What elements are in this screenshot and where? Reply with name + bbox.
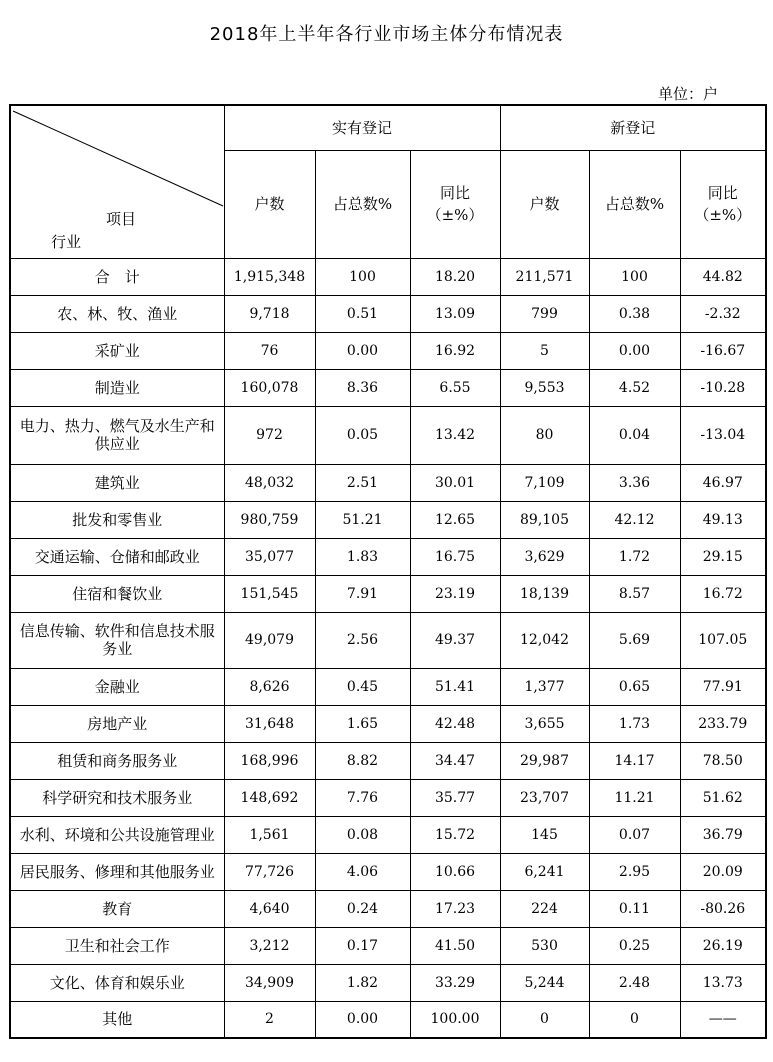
industry-name-cell: 交通运输、仓储和邮政业 [10, 538, 224, 575]
cell-new-count: 145 [500, 816, 589, 853]
table-row [10, 705, 766, 742]
cell-ex-share: 2.56 [315, 612, 410, 668]
table-row [10, 295, 766, 332]
cell-ex-yoy: 16.75 [410, 538, 500, 575]
table-row [10, 1001, 766, 1038]
yoy-line1: 同比 [707, 184, 738, 202]
cell-ex-count: 980,759 [224, 501, 315, 538]
cell-ex-share: 0.08 [315, 816, 410, 853]
cell-ex-count: 3,212 [224, 927, 315, 964]
cell-ex-share: 1.82 [315, 964, 410, 1001]
cell-new-count: 80 [500, 406, 589, 464]
industry-name-cell: 水利、环境和公共设施管理业 [10, 816, 224, 853]
cell-ex-share: 2.51 [315, 464, 410, 501]
cell-new-share: 0.04 [589, 406, 680, 464]
cell-ex-yoy: 42.48 [410, 705, 500, 742]
cell-ex-count: 2 [224, 1001, 315, 1038]
cell-new-count: 5 [500, 332, 589, 369]
cell-new-share: 2.95 [589, 853, 680, 890]
industry-name-cell: 电力、热力、燃气及水生产和供应业 [10, 406, 224, 464]
industry-name-cell: 信息传输、软件和信息技术服务业 [10, 612, 224, 668]
header-existing-yoy [410, 150, 500, 258]
diagonal-line [11, 106, 224, 258]
cell-ex-count: 48,032 [224, 464, 315, 501]
cell-new-share: 0.07 [589, 816, 680, 853]
cell-ex-count: 1,915,348 [224, 258, 315, 295]
corner-row-label: 行业 [51, 233, 82, 251]
industry-name-cell: 住宿和餐饮业 [10, 575, 224, 612]
cell-ex-share: 4.06 [315, 853, 410, 890]
industry-table [9, 104, 767, 1039]
cell-ex-count: 151,545 [224, 575, 315, 612]
cell-new-count: 0 [500, 1001, 589, 1038]
table-row [10, 853, 766, 890]
cell-ex-share: 7.91 [315, 575, 410, 612]
cell-new-yoy: 13.73 [680, 964, 766, 1001]
table-row [10, 742, 766, 779]
cell-new-share: 4.52 [589, 369, 680, 406]
cell-new-yoy: 16.72 [680, 575, 766, 612]
industry-name-cell: 文化、体育和娱乐业 [10, 964, 224, 1001]
table-row [10, 406, 766, 464]
cell-ex-share: 1.65 [315, 705, 410, 742]
cell-ex-yoy: 6.55 [410, 369, 500, 406]
cell-new-yoy: 36.79 [680, 816, 766, 853]
cell-ex-share: 0.00 [315, 332, 410, 369]
header-new-count: 户数 [500, 150, 589, 258]
cell-new-yoy: -2.32 [680, 295, 766, 332]
cell-ex-share: 0.24 [315, 890, 410, 927]
cell-ex-yoy: 33.29 [410, 964, 500, 1001]
cell-new-share: 0.11 [589, 890, 680, 927]
cell-new-count: 7,109 [500, 464, 589, 501]
table-body [10, 258, 766, 1038]
industry-name-cell: 居民服务、修理和其他服务业 [10, 853, 224, 890]
cell-new-count: 799 [500, 295, 589, 332]
industry-name-cell: 农、林、牧、渔业 [10, 295, 224, 332]
cell-new-count: 5,244 [500, 964, 589, 1001]
cell-ex-share: 8.82 [315, 742, 410, 779]
cell-new-count: 530 [500, 927, 589, 964]
cell-new-count: 29,987 [500, 742, 589, 779]
cell-ex-share: 0.45 [315, 668, 410, 705]
cell-new-yoy: -80.26 [680, 890, 766, 927]
cell-ex-yoy: 13.09 [410, 295, 500, 332]
industry-name-cell: 采矿业 [10, 332, 224, 369]
table-row [10, 668, 766, 705]
cell-new-count: 3,655 [500, 705, 589, 742]
table-row [10, 816, 766, 853]
table-row [10, 501, 766, 538]
cell-new-share: 11.21 [589, 779, 680, 816]
cell-new-yoy: —— [680, 1001, 766, 1038]
cell-ex-share: 8.36 [315, 369, 410, 406]
cell-ex-yoy: 18.20 [410, 258, 500, 295]
cell-new-yoy: 77.91 [680, 668, 766, 705]
cell-ex-yoy: 23.19 [410, 575, 500, 612]
cell-new-share: 100 [589, 258, 680, 295]
header-existing-count: 户数 [224, 150, 315, 258]
unit-label: 单位：户 [657, 85, 718, 103]
cell-new-yoy: 44.82 [680, 258, 766, 295]
cell-ex-count: 148,692 [224, 779, 315, 816]
table-row [10, 258, 766, 295]
cell-new-count: 3,629 [500, 538, 589, 575]
cell-new-count: 1,377 [500, 668, 589, 705]
cell-new-count: 6,241 [500, 853, 589, 890]
table-row [10, 332, 766, 369]
cell-new-count: 12,042 [500, 612, 589, 668]
cell-new-yoy: 49.13 [680, 501, 766, 538]
cell-ex-count: 1,561 [224, 816, 315, 853]
header-group-existing: 实有登记 [224, 105, 500, 150]
cell-ex-count: 35,077 [224, 538, 315, 575]
header-new-yoy [680, 150, 766, 258]
cell-new-yoy: 233.79 [680, 705, 766, 742]
cell-ex-yoy: 16.92 [410, 332, 500, 369]
cell-ex-count: 168,996 [224, 742, 315, 779]
industry-name-cell: 租赁和商务服务业 [10, 742, 224, 779]
cell-new-yoy: 26.19 [680, 927, 766, 964]
cell-new-count: 224 [500, 890, 589, 927]
cell-new-yoy: -16.67 [680, 332, 766, 369]
cell-new-count: 23,707 [500, 779, 589, 816]
cell-ex-count: 34,909 [224, 964, 315, 1001]
industry-name-cell: 房地产业 [10, 705, 224, 742]
cell-new-share: 1.73 [589, 705, 680, 742]
industry-name-cell: 批发和零售业 [10, 501, 224, 538]
table-row [10, 538, 766, 575]
cell-new-count: 211,571 [500, 258, 589, 295]
cell-ex-count: 9,718 [224, 295, 315, 332]
table-row [10, 927, 766, 964]
cell-ex-yoy: 35.77 [410, 779, 500, 816]
cell-new-yoy: 20.09 [680, 853, 766, 890]
cell-ex-count: 76 [224, 332, 315, 369]
cell-new-yoy: 78.50 [680, 742, 766, 779]
cell-new-yoy: 51.62 [680, 779, 766, 816]
cell-ex-share: 0.00 [315, 1001, 410, 1038]
table-row [10, 464, 766, 501]
industry-name-cell: 卫生和社会工作 [10, 927, 224, 964]
cell-new-share: 3.36 [589, 464, 680, 501]
cell-new-share: 42.12 [589, 501, 680, 538]
cell-new-yoy: -10.28 [680, 369, 766, 406]
cell-ex-share: 0.05 [315, 406, 410, 464]
cell-ex-count: 972 [224, 406, 315, 464]
table-row [10, 575, 766, 612]
cell-ex-count: 4,640 [224, 890, 315, 927]
cell-ex-count: 77,726 [224, 853, 315, 890]
yoy-line2: （±%） [426, 206, 484, 224]
table-row [10, 369, 766, 406]
cell-ex-count: 8,626 [224, 668, 315, 705]
industry-name-cell: 其他 [10, 1001, 224, 1038]
cell-ex-count: 160,078 [224, 369, 315, 406]
header-group-new: 新登记 [500, 105, 766, 150]
header-row-groups [10, 105, 766, 150]
cell-ex-yoy: 49.37 [410, 612, 500, 668]
cell-new-share: 0.38 [589, 295, 680, 332]
cell-new-count: 18,139 [500, 575, 589, 612]
cell-ex-yoy: 17.23 [410, 890, 500, 927]
cell-new-yoy: 107.05 [680, 612, 766, 668]
industry-name-cell: 建筑业 [10, 464, 224, 501]
industry-name-cell: 金融业 [10, 668, 224, 705]
cell-new-share: 0 [589, 1001, 680, 1038]
cell-new-count: 89,105 [500, 501, 589, 538]
cell-ex-share: 7.76 [315, 779, 410, 816]
cell-new-share: 5.69 [589, 612, 680, 668]
cell-ex-yoy: 41.50 [410, 927, 500, 964]
cell-ex-share: 100 [315, 258, 410, 295]
cell-ex-yoy: 15.72 [410, 816, 500, 853]
cell-new-yoy: 29.15 [680, 538, 766, 575]
industry-name-cell: 合 计 [10, 258, 224, 295]
industry-name-cell: 教育 [10, 890, 224, 927]
table-row [10, 612, 766, 668]
cell-ex-yoy: 100.00 [410, 1001, 500, 1038]
cell-new-share: 8.57 [589, 575, 680, 612]
cell-new-share: 14.17 [589, 742, 680, 779]
cell-new-share: 1.72 [589, 538, 680, 575]
cell-ex-yoy: 34.47 [410, 742, 500, 779]
header-new-share: 占总数% [589, 150, 680, 258]
yoy-line1: 同比 [439, 184, 470, 202]
cell-ex-yoy: 51.41 [410, 668, 500, 705]
cell-ex-share: 51.21 [315, 501, 410, 538]
industry-name-cell: 制造业 [10, 369, 224, 406]
cell-new-count: 9,553 [500, 369, 589, 406]
cell-ex-yoy: 10.66 [410, 853, 500, 890]
cell-ex-share: 0.17 [315, 927, 410, 964]
cell-ex-yoy: 12.65 [410, 501, 500, 538]
cell-new-share: 2.48 [589, 964, 680, 1001]
cell-new-share: 0.65 [589, 668, 680, 705]
cell-ex-share: 1.83 [315, 538, 410, 575]
cell-ex-share: 0.51 [315, 295, 410, 332]
cell-ex-count: 49,079 [224, 612, 315, 668]
cell-new-share: 0.25 [589, 927, 680, 964]
cell-new-share: 0.00 [589, 332, 680, 369]
header-corner-cell [10, 105, 224, 258]
yoy-line2: （±%） [694, 206, 752, 224]
table-row [10, 779, 766, 816]
cell-new-yoy: -13.04 [680, 406, 766, 464]
page-title: 2018年上半年各行业市场主体分布情况表 [209, 24, 564, 45]
corner-item-label: 项目 [106, 210, 137, 228]
table-row [10, 890, 766, 927]
header-existing-share: 占总数% [315, 150, 410, 258]
cell-ex-count: 31,648 [224, 705, 315, 742]
table-row [10, 964, 766, 1001]
industry-name-cell: 科学研究和技术服务业 [10, 779, 224, 816]
cell-ex-yoy: 30.01 [410, 464, 500, 501]
cell-ex-yoy: 13.42 [410, 406, 500, 464]
cell-new-yoy: 46.97 [680, 464, 766, 501]
